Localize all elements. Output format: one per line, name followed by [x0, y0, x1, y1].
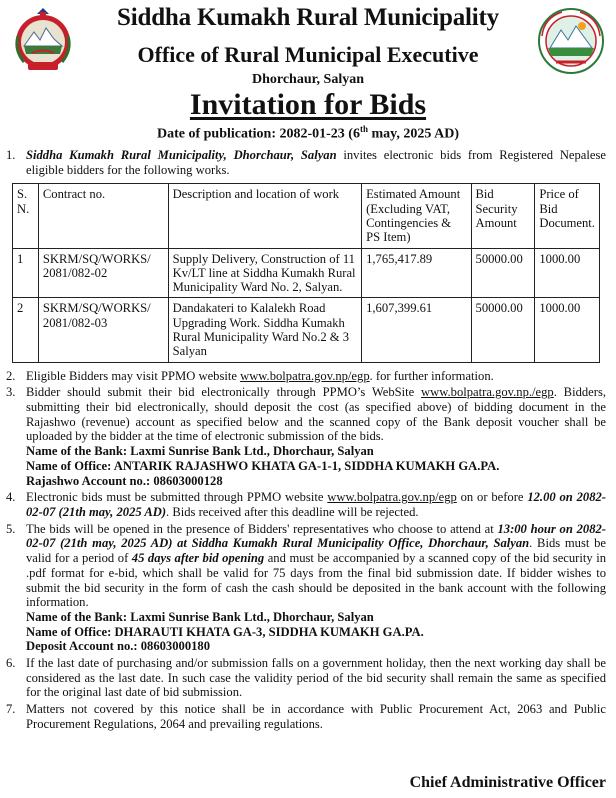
- ppmo-link[interactable]: www.bolpatra.gov.np./egp: [421, 385, 554, 400]
- item-6: 6. If the last date of purchasing and/or submission falls on a government holiday, then the next working day shall be considered as the last date. In such case the validity period of the bid security shall remain the same as specified for the original last date of bid submission.: [6, 656, 606, 700]
- office-location: Dhorchaur, Salyan: [251, 72, 365, 87]
- office-name-account: Name of Office: ANTARIK RAJASHWO KHATA GA-1-1, SIDDHA KUMAKH GA.PA.: [26, 458, 500, 473]
- bank-name: Name of the Bank: Laxmi Sunrise Bank Ltd., Dhorchaur, Salyan: [26, 444, 374, 459]
- item-2: 2. Eligible Bidders may visit PPMO website www.bolpatra.gov.np/egp. for further information.: [6, 368, 494, 383]
- column-header: Estimated Amount (Excluding VAT, Contingencies & PS Item): [362, 184, 471, 248]
- column-header: S. N.: [13, 184, 39, 248]
- table-cell: 1000.00: [535, 298, 600, 362]
- table-cell: Supply Delivery, Construction of 11 Kv/LT line at Siddha Kumakh Rural Municipality Ward No. 2, Salyan.: [168, 248, 362, 298]
- office-name: Office of Rural Municipal Executive: [137, 42, 479, 67]
- table-cell: SKRM/SQ/WORKS/ 2081/082-03: [38, 298, 168, 362]
- item-5: 5. The bids will be opened in the presence of Bidders' representatives who choose to attend at 13:00 hour on 2082-02-07 (21th may, 2025 AD) at Siddha Kumakh Rural Municipality Office, Dhorchaur, Salyan. Bids must be valid for a period of 45 days after bid opening and must be accompanied by a scanned copy of the bid security in .pdf format for e-bid, which shall be valid for 75 days from the final bid submission date. If bidder wishes to submit the bid security in the form of cash the cash should be deposited in the bank account with the following information. Name of the Bank: Laxmi Sunrise Bank Ltd., Dhorchaur, Salyan Name of Office: DHARAUTI KHATA GA-3, SIDDHA KUMAKH GA.PA. Deposit Account no.: 08603000180: [6, 521, 607, 654]
- column-header: Description and location of work: [168, 184, 362, 248]
- column-header: Price of Bid Document.: [535, 184, 600, 248]
- item-3: 3. Bidder should submit their bid electronically through PPMO’s WebSite www.bolpatra.gov.np./egp. Bidders, submitting their bid electronically, should deposit the cost (as specified above) of bidding document in the Rajashwo (revenue) account as specified below and the scanned copy of the Bank deposit voucher shall be uploaded by the bidder at the time of electronic submission of the bids. Name of the Bank: Laxmi Sunrise Bank Ltd., Dhorchaur, Salyan Name of Office: ANTARIK RAJASHWO KHATA GA-1-1, SIDDHA KUMAKH GA.PA. Rajashwo Account no.: 08603000128: [6, 385, 606, 488]
- item-1: 1. Siddha Kumakh Rural Municipality, Dhorchaur, Salyan invites electronic bids from Registered Nepalese eligible bidders for the following works.: [6, 148, 606, 177]
- table-cell: 2: [13, 298, 39, 362]
- table-cell: 1,607,399.61: [362, 298, 471, 362]
- table-cell: 1000.00: [535, 248, 600, 298]
- signature-title: Chief Administrative Officer: [409, 774, 606, 791]
- ppmo-link[interactable]: www.bolpatra.gov.np/egp: [327, 490, 457, 505]
- column-header: Contract no.: [38, 184, 168, 248]
- notice-title: Invitation for Bids: [189, 88, 427, 121]
- item-7: 7. Matters not covered by this notice shall be in accordance with Public Procurement Act, 2063 and Public Procurement Regulations, 2064 and prevailing regulations.: [6, 702, 606, 731]
- ppmo-link[interactable]: www.bolpatra.gov.np/egp: [240, 368, 370, 383]
- account-number: Deposit Account no.: 08603000180: [26, 639, 211, 654]
- table-row: [13, 248, 600, 298]
- item-4: 4. Electronic bids must be submitted through PPMO website www.bolpatra.gov.np/egp on or before 12.00 on 2082-02-07 (21th may, 2025 AD). Bids received after this deadline will be rejected.: [6, 490, 606, 519]
- table-cell: 1,765,417.89: [362, 248, 471, 298]
- office-name-account: Name of Office: DHARAUTI KHATA GA-3, SIDDHA KUMAKH GA.PA.: [26, 624, 424, 639]
- column-header: Bid Security Amount: [471, 184, 535, 248]
- table-cell: 50000.00: [471, 298, 535, 362]
- account-number: Rajashwo Account no.: 08603000128: [26, 473, 223, 488]
- bank-name: Name of the Bank: Laxmi Sunrise Bank Ltd., Dhorchaur, Salyan: [26, 609, 374, 624]
- bids-table: [12, 183, 600, 362]
- table-cell: 50000.00: [471, 248, 535, 298]
- table-cell: 1: [13, 248, 39, 298]
- notice-body: [6, 148, 606, 734]
- municipality-name: Siddha Kumakh Rural Municipality: [117, 4, 499, 31]
- table-cell: Dandakateri to Kalalekh Road Upgrading Work. Siddha Kumakh Rural Municipality Ward No.2 & 3 Salyan: [168, 298, 362, 362]
- publication-date: Date of publication: 2082-01-23 (6th may, 2025 AD): [156, 124, 459, 142]
- table-header-row: [13, 184, 600, 248]
- table-row: [13, 298, 600, 362]
- table-cell: SKRM/SQ/WORKS/ 2081/082-02: [38, 248, 168, 298]
